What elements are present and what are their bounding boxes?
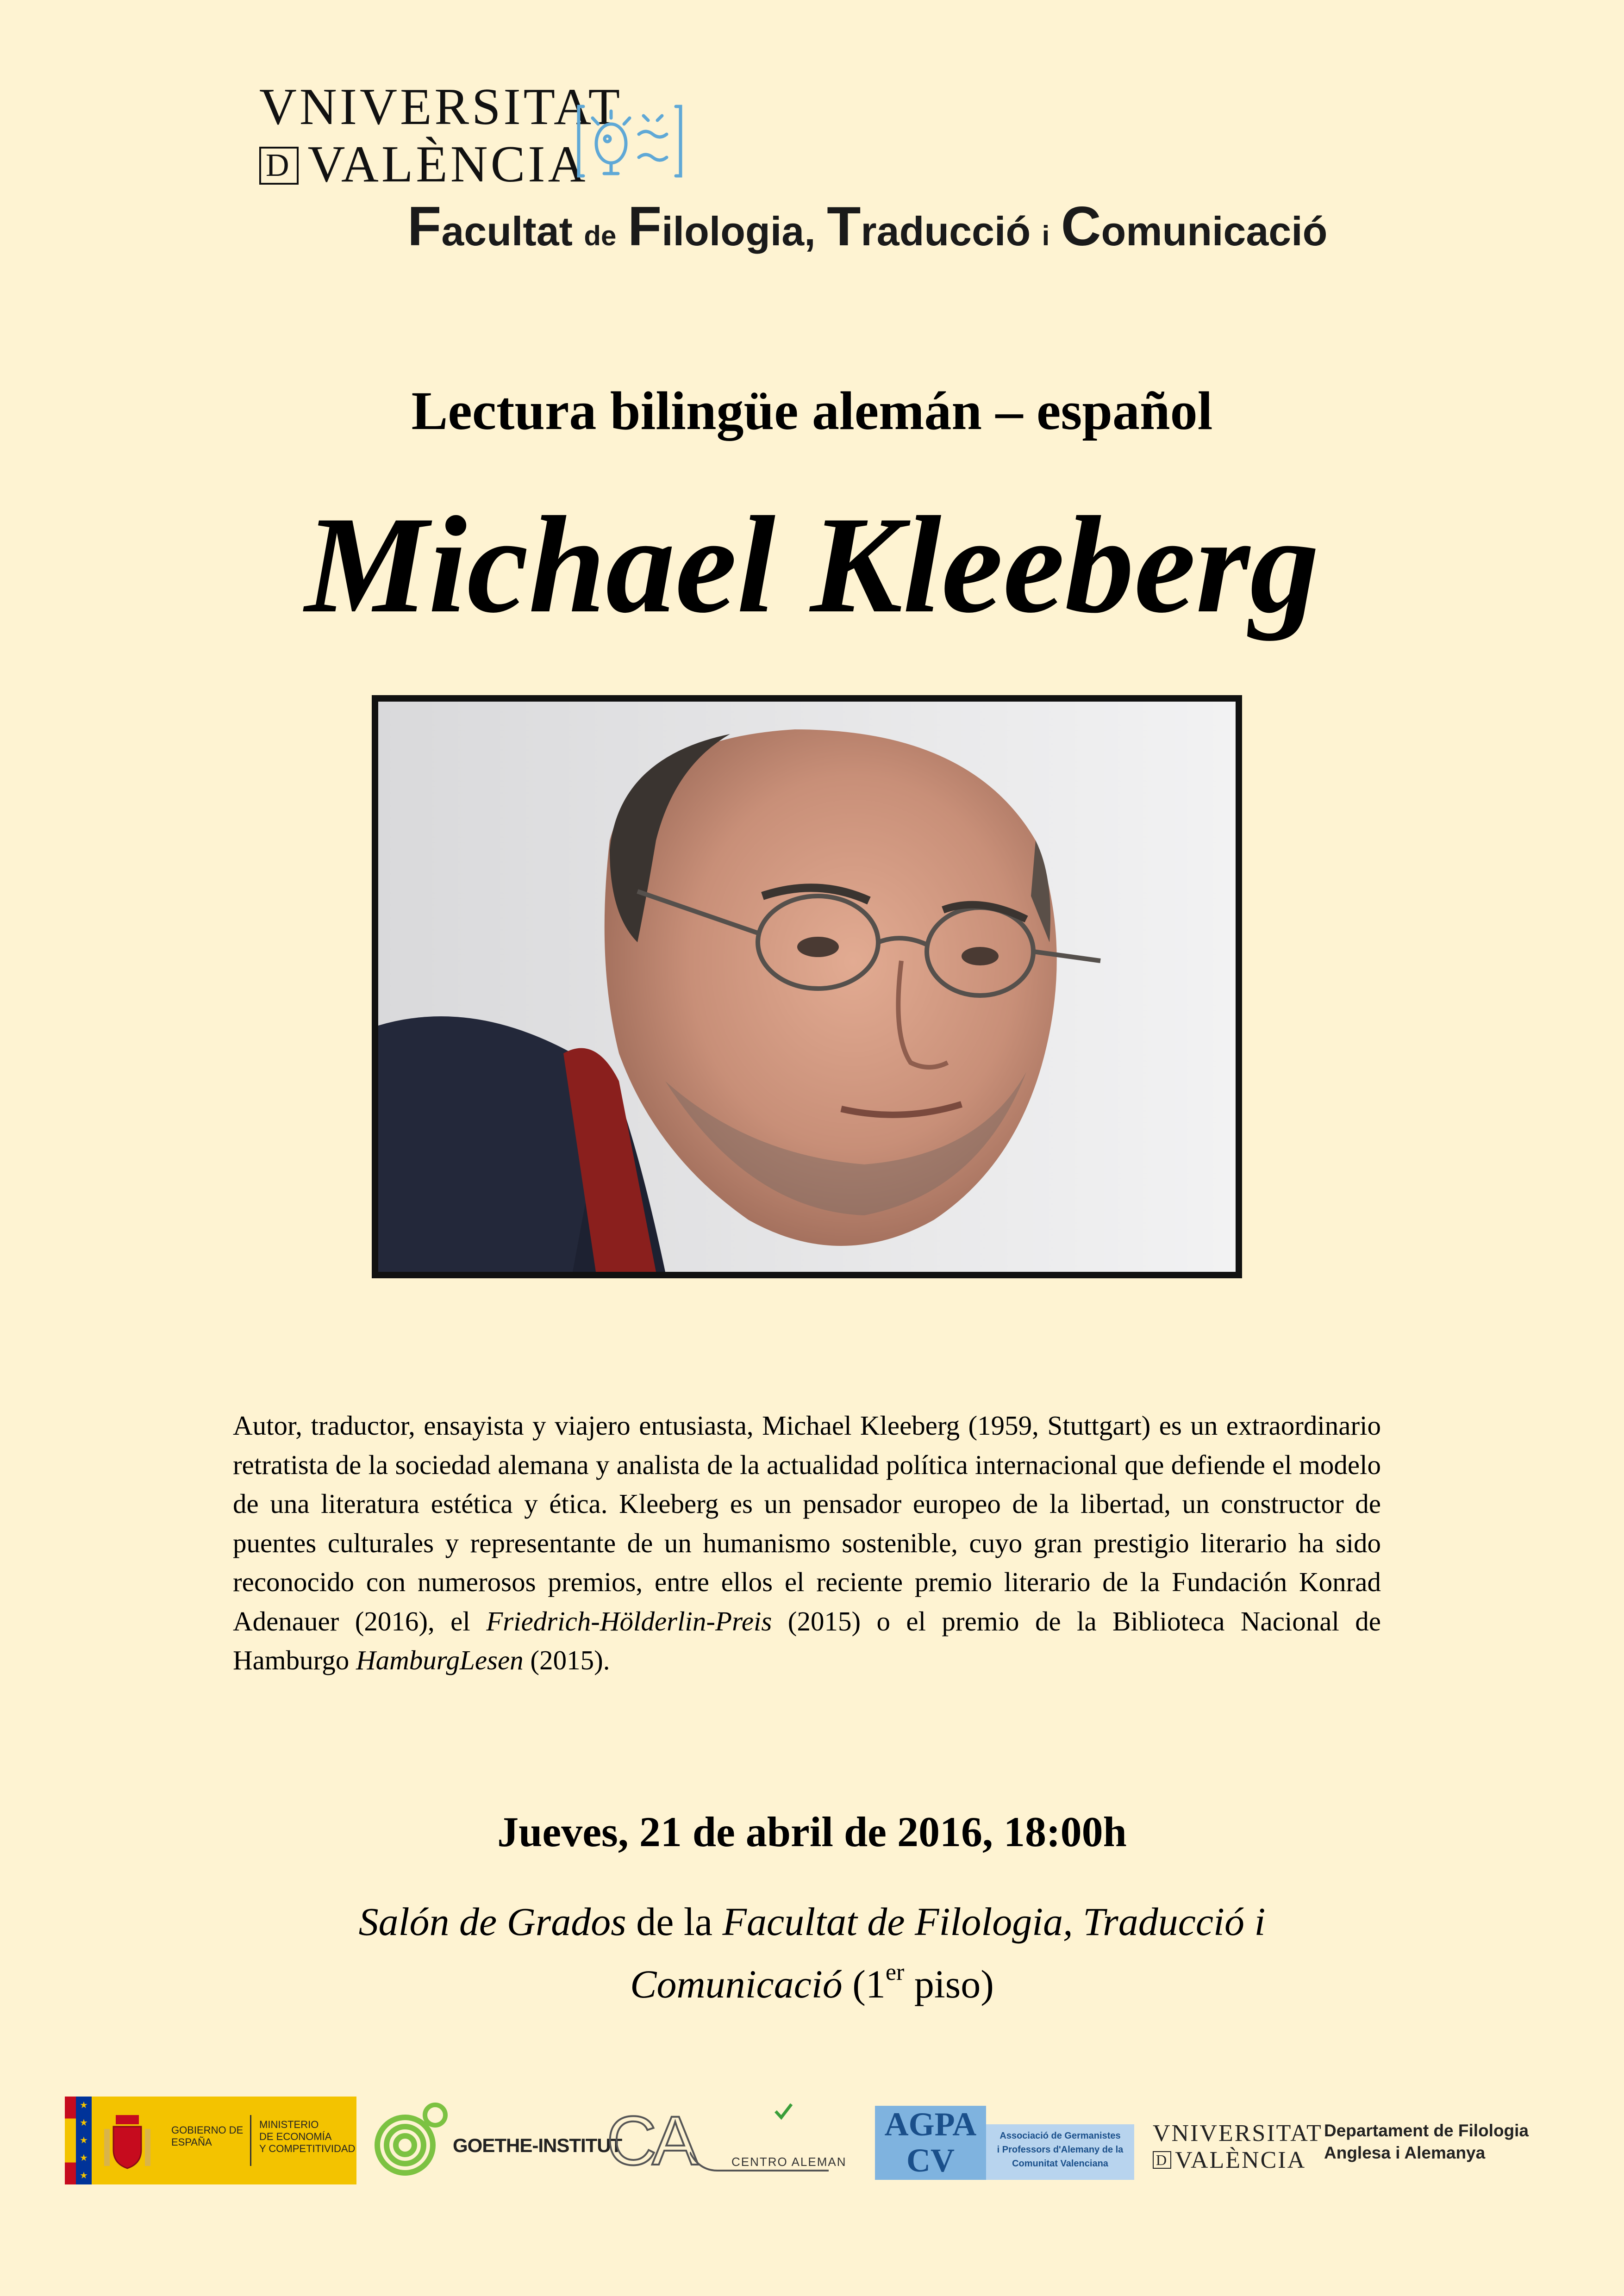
university-name-line1: VNIVERSITAT [259, 78, 623, 136]
sponsor-department-label [1324, 2097, 1565, 2184]
sponsor-goethe-logo [370, 2097, 622, 2184]
ca-letters: CA [606, 2102, 694, 2179]
uv-small-monogram: D [1153, 2151, 1171, 2169]
agpa-line1: AGPA [884, 2106, 977, 2143]
agpa-line2: CV [906, 2142, 955, 2179]
sponsor-agpa-logo [875, 2097, 1134, 2184]
goethe-label: GOETHE-INSTITUT [453, 2134, 622, 2156]
checkmark-icon [773, 2101, 793, 2122]
uv-small-line2: VALÈNCIA [1175, 2147, 1306, 2173]
author-portrait-illustration [378, 702, 1236, 1272]
event-type-heading: Lectura bilingüe alemán – español [411, 380, 1213, 441]
event-venue: Salón de Grados de la Facultat de Filologia, Traducció i Comunicació (1er piso) [358, 1899, 1266, 2006]
uv-small-line1: VNIVERSITAT [1153, 2120, 1323, 2147]
eu-stars-icon: ★ ★ ★ ★ ★ [76, 2097, 92, 2184]
agpa-desc1: Associació de Germanistes [999, 2131, 1121, 2141]
ministerio-line3: Y COMPETITIVIDAD [259, 2143, 356, 2154]
gobierno-label: GOBIERNO DE ESPAÑA [171, 2124, 244, 2148]
goethe-circle-icon [370, 2101, 449, 2180]
department-line2: Anglesa i Alemanya [1324, 2143, 1486, 2162]
sponsor-ministerio-logo [65, 2097, 356, 2184]
author-portrait [372, 695, 1242, 1278]
prize-hamburglesen: HamburgLesen [356, 1645, 524, 1675]
agpa-desc3: Comunitat Valenciana [1012, 2159, 1108, 2169]
event-date-time: Jueves, 21 de abril de 2016, 18:00h [497, 1808, 1127, 1855]
department-line1: Departament de Filologia [1324, 2121, 1529, 2140]
ministerio-line1: MINISTERIO [259, 2119, 319, 2130]
author-name-title: Michael Kleeberg [305, 488, 1319, 641]
spain-flag-icon [65, 2097, 76, 2184]
ministerio-line2: DE ECONOMÍA [259, 2131, 332, 2142]
author-biography: Autor, traductor, ensayista y viajero entusiasta, Michael Kleeberg (1959, Stuttgart) es un extraordinario retratista de la sociedad alemana y analista de la actualidad política internacional que defiende el modelo de una literatura estética y ética. Kleeberg es un pensador europeo de la libertad, un constructor de puentes culturales y representante de un humanismo sostenible, cuyo gran prestigio literario ha sido reconocido con numerosos premios, entre ellos el reciente premio literario de la Fundación Konrad Adenauer (2016), el Friedrich-Hölderlin-Preis (2015) o el premio de la Biblioteca Nacional de Hamburgo HamburgLesen (2015). [233, 1410, 1381, 1675]
sponsor-centro-aleman-logo [606, 2097, 856, 2184]
sponsor-uv-logo [1153, 2097, 1323, 2184]
university-monogram: D [259, 147, 299, 185]
spain-coat-of-arms-icon [102, 2110, 153, 2171]
centro-aleman-label: CENTRO ALEMAN [731, 2155, 847, 2169]
university-mascot-icon [574, 93, 685, 185]
university-name-line2: VALÈNCIA [307, 136, 588, 193]
faculty-title: Facultat de Filologia, Traducció i Comunicació [407, 195, 1328, 257]
prize-holderlin: Friedrich-Hölderlin-Preis [486, 1605, 772, 1636]
agpa-desc2: i Professors d'Alemany de la [997, 2145, 1124, 2155]
university-wordmark [259, 78, 623, 193]
